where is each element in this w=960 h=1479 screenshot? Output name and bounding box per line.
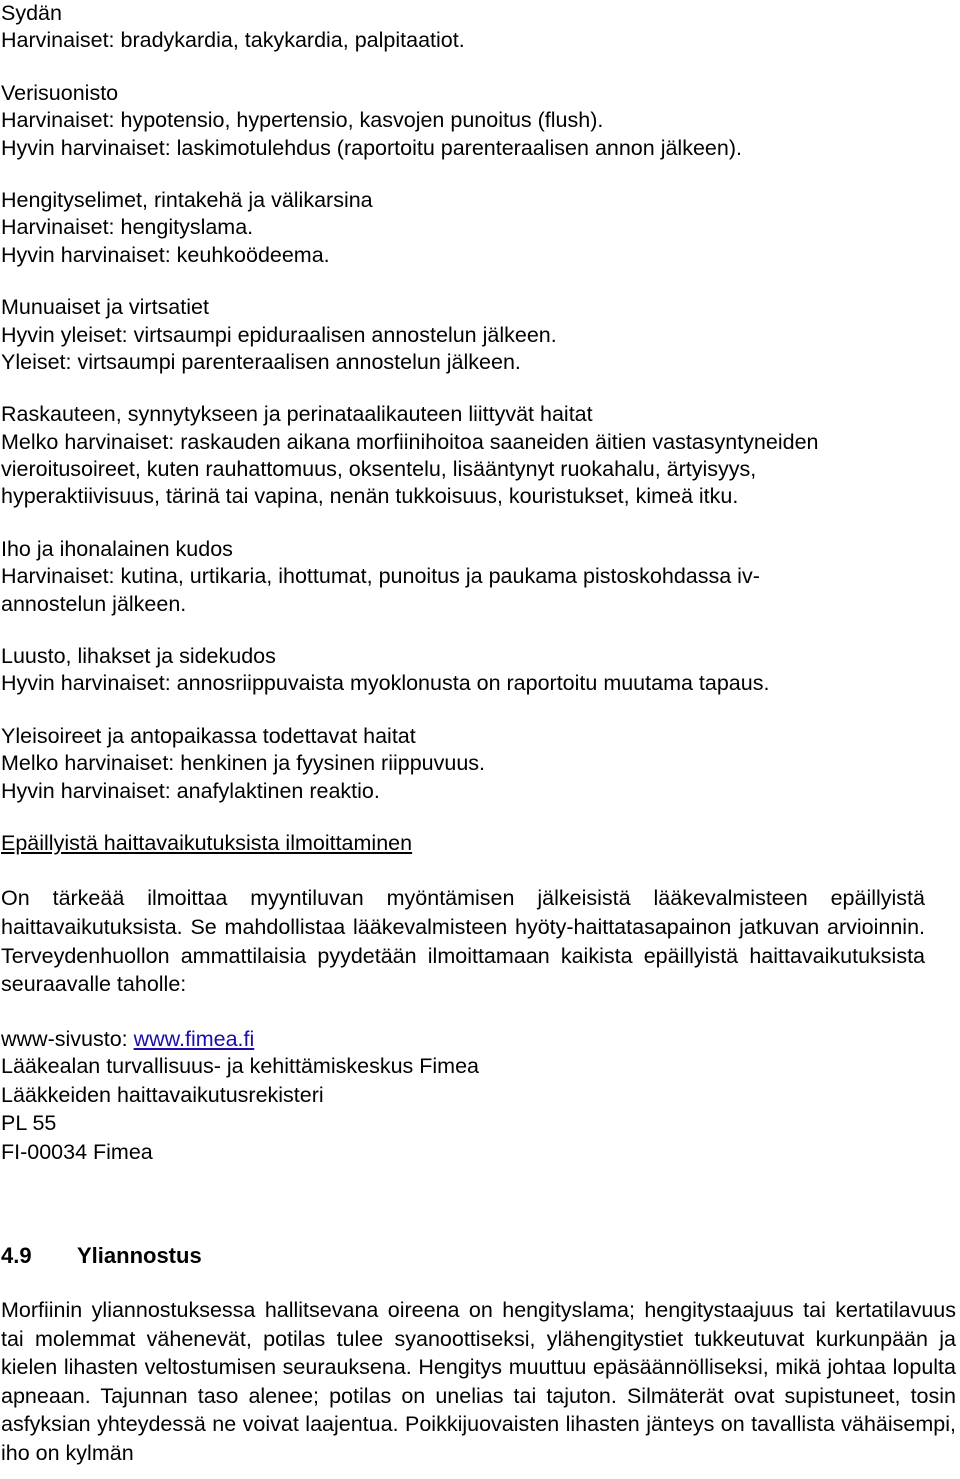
section-heading: Iho ja ihonalainen kudos <box>1 536 233 561</box>
address-line: PL 55 <box>1 1111 57 1136</box>
document-page <box>1 0 957 1467</box>
section-respiratory <box>1 187 957 269</box>
section-number: 4.9 <box>1 1242 32 1268</box>
section-heading: Sydän <box>1 1 62 25</box>
website-line <box>1 1026 957 1053</box>
section-line: Hyvin harvinaiset: keuhkoödeema. <box>1 242 330 267</box>
section-line: Hyvin yleiset: virtsaumpi epiduraalisen annostelun jälkeen. <box>1 322 557 347</box>
section-musculoskeletal <box>1 643 957 698</box>
section-pregnancy <box>1 401 957 511</box>
address-line: Lääkkeiden haittavaikutusrekisteri <box>1 1082 324 1107</box>
section-line: vieroitusoireet, kuten rauhattomuus, oksentelu, lisääntynyt ruokahalu, ärtyisyys, <box>1 457 757 482</box>
reporting-paragraph: On tärkeää ilmoittaa myyntiluvan myöntämisen jälkeisistä lääkevalmisteen epäillyistä haittavaikutuksista. Se mahdollistaa lääkevalmisteen hyöty-haittatasapainon jatkuvan arvioinnin. Terveydenhuollon ammattilaisia pyydetään ilmoittamaan kaikista epäillyistä haittavaikutuksista seuraavalle taholle: <box>1 886 925 997</box>
section-heart <box>1 0 957 55</box>
website-label: www-sivusto: <box>1 1026 134 1051</box>
section-line: Hyvin harvinaiset: anafylaktinen reaktio. <box>1 778 380 803</box>
section-heading: Verisuonisto <box>1 80 119 105</box>
section-line: Yleiset: virtsaumpi parenteraalisen annostelun jälkeen. <box>1 349 521 374</box>
section-heading: Yleisoireet ja antopaikassa todettavat haitat <box>1 723 416 748</box>
section-heading: Raskauteen, synnytykseen ja perinataalikauteen liittyvät haitat <box>1 402 593 427</box>
reporting-section <box>1 830 957 1168</box>
section-line: Hyvin harvinaiset: annosriippuvaista myoklonusta on raportoitu muutama tapaus. <box>1 671 770 696</box>
reporting-heading: Epäillyistä haittavaikutuksista ilmoittaminen <box>1 830 413 855</box>
section-line: Melko harvinaiset: henkinen ja fyysinen riippuvuus. <box>1 751 486 776</box>
section-line: Melko harvinaiset: raskauden aikana morfiinihoitoa saaneiden äitien vastasyntyneiden <box>1 429 819 454</box>
section-line: Hyvin harvinaiset: laskimotulehdus (raportoitu parenteraalisen annon jälkeen). <box>1 135 742 160</box>
section-line: Harvinaiset: bradykardia, takykardia, palpitaatiot. <box>1 28 465 53</box>
section-skin <box>1 536 957 618</box>
section-line: Harvinaiset: hypotensio, hypertensio, kasvojen punoitus (flush). <box>1 108 604 133</box>
section-line: Harvinaiset: kutina, urtikaria, ihottumat, punoitus ja paukama pistoskohdassa iv- <box>1 564 760 589</box>
section-title: Yliannostus <box>77 1242 202 1268</box>
section-heading: Luusto, lihakset ja sidekudos <box>1 644 276 669</box>
section-renal <box>1 294 957 376</box>
section-vascular <box>1 80 957 162</box>
overdose-paragraph: Morfiinin yliannostuksessa hallitsevana oireena on hengityslama; hengitystaajuus tai kertatilavuus tai molemmat vähenevät, potilas tulee syanoottiseksi, ylähengitystiet tukkeutuvat kurkunpään ja kielen lihasten veltostumisen seurauksena. Hengitys muuttuu epäsäännölliseksi, mikä johtaa lopulta apneaan. Tajunnan taso alenee; potilas on unelias tai tajuton. Silmäterät ovat supistuneet, tosin asfyksian yhteydessä ne voivat laajentua. Poikkijuovaisten lihasten jänteys on tavallista vähäisempi, iho on kylmän <box>1 1297 956 1465</box>
address-line: FI-00034 Fimea <box>1 1139 153 1164</box>
section-line: hyperaktiivisuus, tärinä tai vapina, nenän tukkoisuus, kouristukset, kimeä itku. <box>1 484 739 509</box>
section-line: Harvinaiset: hengityslama. <box>1 215 254 240</box>
section-heading: Hengityselimet, rintakehä ja välikarsina <box>1 187 373 212</box>
overdose-section <box>1 1242 957 1468</box>
section-heading: Munuaiset ja virtsatiet <box>1 295 209 320</box>
overdose-heading <box>1 1242 957 1269</box>
address-line: Lääkealan turvallisuus- ja kehittämiskeskus Fimea <box>1 1054 479 1079</box>
fimea-link[interactable]: www.fimea.fi <box>133 1026 255 1051</box>
section-line: annostelun jälkeen. <box>1 591 187 616</box>
section-general <box>1 723 957 805</box>
